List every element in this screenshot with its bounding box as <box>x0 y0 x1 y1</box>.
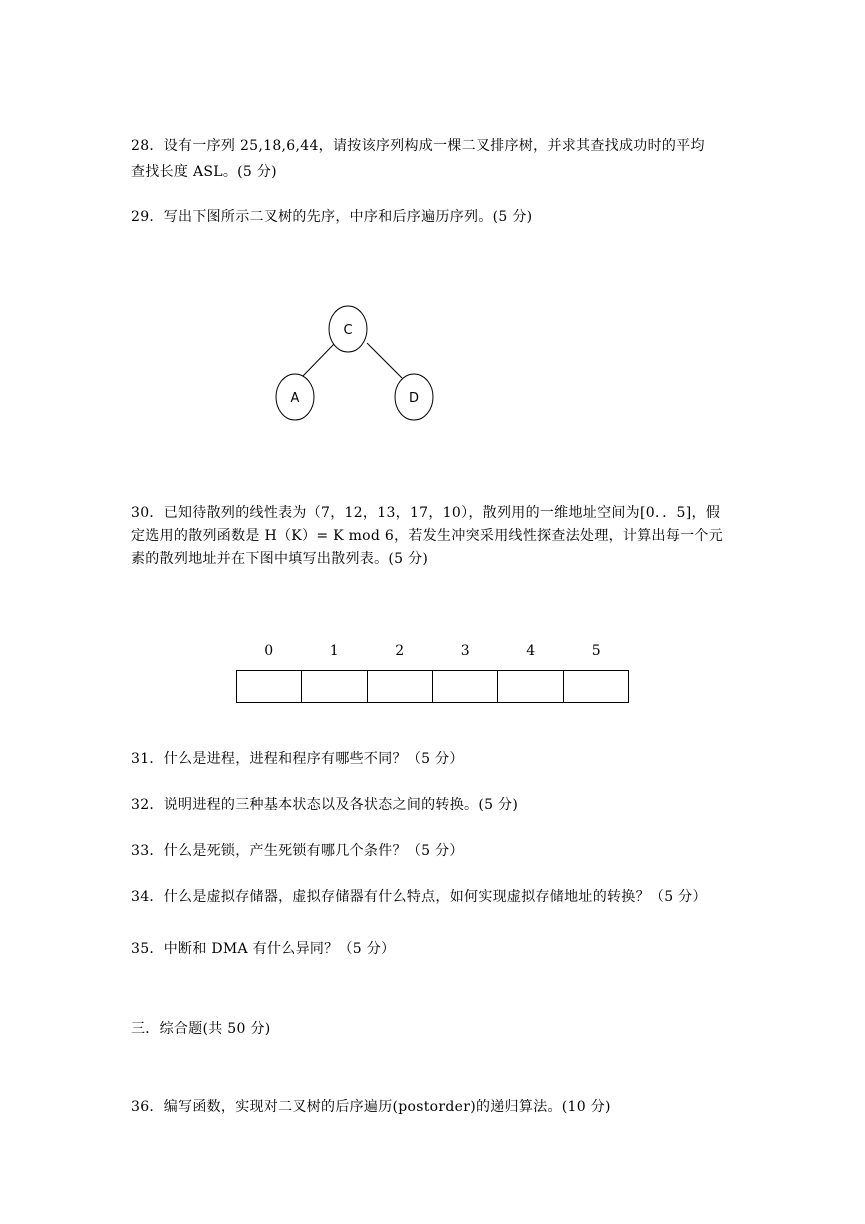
question-36: 36．编写函数，实现对二叉树的后序遍历(postorder)的递归算法。(10 分) <box>131 1099 611 1115</box>
tree-edge-left <box>303 343 335 376</box>
hash-index: 3 <box>460 643 470 659</box>
hash-index: 4 <box>526 643 536 659</box>
hash-index: 1 <box>329 643 339 659</box>
question-31: 31．什么是进程，进程和程序有哪些不同？（5 分） <box>131 751 464 767</box>
hash-cell <box>237 671 302 702</box>
hash-index: 5 <box>591 643 601 659</box>
tree-node-right-label: D <box>408 391 420 406</box>
question-32: 32．说明进程的三种基本状态以及各状态之间的转换。(5 分) <box>131 797 519 813</box>
question-34: 34．什么是虚拟存储器，虚拟存储器有什么特点，如何实现虚拟存储地址的转换？（5 分） <box>131 889 707 905</box>
tree-edge-right <box>367 343 402 378</box>
hash-index: 0 <box>264 643 274 659</box>
question-28-line-1: 28．设有一序列 25,18,6,44，请按该序列构成一棵二叉排序树，并求其查找成功时的平均 <box>131 138 705 154</box>
question-30-line-1: 30．已知待散列的线性表为（7，12，13，17，10），散列用的一维地址空间为[0．．5]，假 <box>131 505 721 521</box>
tree-node-root-label: C <box>343 323 353 338</box>
question-28-line-2: 查找长度 ASL。(5 分) <box>131 164 277 180</box>
question-35: 35．中断和 DMA 有什么异同？（5 分） <box>131 941 396 957</box>
binary-tree-diagram <box>265 300 450 430</box>
hash-cell <box>433 671 498 702</box>
hash-table <box>236 670 629 703</box>
hash-cell <box>368 671 433 702</box>
section-3-heading: 三．综合题(共 50 分) <box>131 1021 271 1037</box>
question-33: 33．什么是死锁，产生死锁有哪几个条件？（5 分） <box>131 843 464 859</box>
hash-cell <box>302 671 367 702</box>
hash-cell <box>498 671 563 702</box>
question-29-line-1: 29．写出下图所示二叉树的先序，中序和后序遍历序列。(5 分) <box>131 209 533 225</box>
tree-node-left-label: A <box>290 391 300 406</box>
hash-cell <box>564 671 628 702</box>
hash-table-indices <box>236 641 629 661</box>
question-30-line-3: 素的散列地址并在下图中填写出散列表。(5 分) <box>131 551 429 567</box>
question-30-line-2: 定选用的散列函数是 H（K）= K mod 6，若发生冲突采用线性探查法处理，计算出每一个元 <box>131 528 724 544</box>
hash-index: 2 <box>395 643 405 659</box>
